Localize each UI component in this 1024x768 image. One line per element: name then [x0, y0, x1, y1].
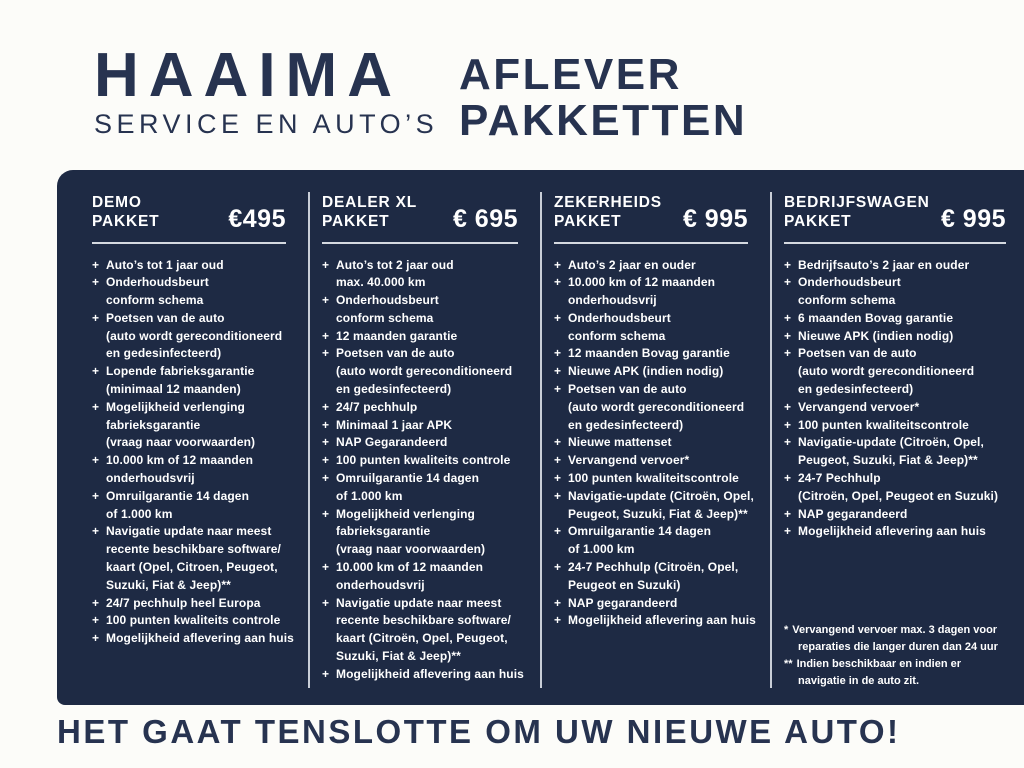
- package-column-3: [540, 170, 770, 705]
- package-item-line: Suzuki, Fiat & Jeep)**: [106, 577, 231, 592]
- package-item-line: en gedesinfecteerd): [106, 346, 222, 361]
- package-item-line: (vraag naar voorwaarden): [336, 542, 486, 557]
- footnote-line: navigatie in de auto zit.: [798, 675, 920, 687]
- item-text: Mogelijkheid verlenging: [336, 506, 475, 521]
- package-header: [554, 193, 760, 231]
- package-item-line: [92, 630, 298, 648]
- package-item: [322, 292, 530, 328]
- header-underline: [554, 242, 748, 244]
- plus-icon: +: [92, 524, 100, 539]
- plus-icon: +: [322, 399, 330, 414]
- item-text: 12 maanden Bovag garantie: [568, 346, 730, 361]
- asterisk-icon: *: [784, 624, 789, 636]
- package-item-line: Peugeot, Suzuki, Fiat & Jeep)**: [568, 506, 748, 521]
- package-column-2: [308, 170, 540, 705]
- package-price: €495: [228, 205, 286, 233]
- package-item-line: [92, 363, 298, 381]
- plus-icon: +: [92, 631, 100, 646]
- package-item-line: [784, 417, 1018, 435]
- plus-icon: +: [322, 453, 330, 468]
- item-text: Bedrijfsauto’s 2 jaar en ouder: [798, 257, 970, 272]
- plus-icon: +: [784, 435, 792, 450]
- package-item-line: [554, 345, 760, 363]
- item-text: 24-7 Pechhulp: [798, 471, 881, 486]
- package-item-line: [92, 488, 298, 506]
- package-item: [92, 595, 298, 613]
- package-item: [554, 363, 760, 381]
- package-item-line: [322, 257, 530, 275]
- package-item: [554, 612, 760, 630]
- item-text: Navigatie update naar meest: [106, 524, 272, 539]
- package-name-line: PAKKET: [322, 213, 390, 230]
- plus-icon: +: [92, 310, 100, 325]
- package-item-line: [784, 470, 1018, 488]
- package-item: [92, 612, 298, 630]
- plus-icon: +: [784, 417, 792, 432]
- plus-icon: +: [784, 328, 792, 343]
- package-column-4: [770, 170, 1024, 705]
- package-name-line: PAKKET: [92, 213, 160, 230]
- package-item-line: [92, 612, 298, 630]
- package-item-line: Peugeot en Suzuki): [568, 577, 681, 592]
- package-item-list: [322, 257, 530, 684]
- package-item-line: [322, 595, 530, 613]
- package-item-line: onderhoudsvrij: [568, 293, 657, 308]
- plus-icon: +: [784, 275, 792, 290]
- plus-icon: +: [554, 346, 562, 361]
- package-item: [322, 257, 530, 293]
- package-item-line: [322, 345, 530, 363]
- package-item-line: [322, 470, 530, 488]
- package-item: [554, 345, 760, 363]
- package-item-line: of 1.000 km: [106, 506, 173, 521]
- item-text: 100 punten kwaliteitscontrole: [798, 417, 969, 432]
- footnote-text: Vervangend vervoer max. 3 dagen voor: [792, 624, 998, 636]
- package-item: [784, 328, 1018, 346]
- package-item-line: [554, 488, 760, 506]
- package-item-line: [554, 470, 760, 488]
- package-item-line: fabrieksgarantie: [336, 524, 431, 539]
- footer-tagline: HET GAAT TENSLOTTE OM UW NIEUWE AUTO!: [57, 713, 901, 750]
- package-item-line: conform schema: [798, 293, 896, 308]
- package-item: [784, 310, 1018, 328]
- plus-icon: +: [784, 471, 792, 486]
- package-item-line: [92, 257, 298, 275]
- package-item-line: [784, 274, 1018, 292]
- header-underline: [322, 242, 518, 244]
- package-name-line: BEDRIJFSWAGEN: [784, 194, 930, 211]
- package-item-line: [322, 506, 530, 524]
- item-text: Mogelijkheid aflevering aan huis: [568, 613, 756, 628]
- package-item-line: recente beschikbare software/: [336, 613, 511, 628]
- package-item: [92, 399, 298, 452]
- item-text: Omruilgarantie 14 dagen: [568, 524, 712, 539]
- package-item-line: [784, 523, 1018, 541]
- package-item-line: en gedesinfecteerd): [336, 382, 452, 397]
- package-item: [92, 452, 298, 488]
- package-item: [784, 399, 1018, 417]
- plus-icon: +: [784, 524, 792, 539]
- item-text: 24/7 pechhulp heel Europa: [106, 595, 261, 610]
- plus-icon: +: [322, 471, 330, 486]
- package-item-line: Suzuki, Fiat & Jeep)**: [336, 649, 461, 664]
- plus-icon: +: [92, 453, 100, 468]
- package-item-line: of 1.000 km: [336, 488, 403, 503]
- package-item: [322, 506, 530, 559]
- package-name-line: DEMO: [92, 194, 142, 211]
- package-item: [784, 274, 1018, 310]
- item-text: 100 punten kwaliteits controle: [336, 453, 511, 468]
- package-item-line: onderhoudsvrij: [336, 577, 425, 592]
- plus-icon: +: [554, 453, 562, 468]
- package-item: [554, 470, 760, 488]
- package-item-line: [784, 345, 1018, 363]
- package-item: [554, 559, 760, 595]
- footnote-line: [784, 656, 1016, 673]
- package-item-line: [322, 399, 530, 417]
- package-item: [322, 470, 530, 506]
- package-item-line: [92, 452, 298, 470]
- package-name: [322, 193, 417, 231]
- plus-icon: +: [554, 382, 562, 397]
- package-item-line: [554, 257, 760, 275]
- package-item: [554, 310, 760, 346]
- package-item-line: of 1.000 km: [568, 542, 635, 557]
- package-item: [92, 274, 298, 310]
- package-item-line: [92, 523, 298, 541]
- package-name: [784, 193, 930, 231]
- package-item: [322, 417, 530, 435]
- package-item: [554, 274, 760, 310]
- item-text: Omruilgarantie 14 dagen: [106, 488, 250, 503]
- package-item-line: conform schema: [336, 310, 434, 325]
- item-text: Navigatie update naar meest: [336, 595, 502, 610]
- plus-icon: +: [554, 310, 562, 325]
- package-item-line: [554, 434, 760, 452]
- footnote: [784, 622, 1016, 656]
- package-item-line: kaart (Opel, Citroen, Peugeot,: [106, 560, 278, 575]
- package-item-line: [322, 666, 530, 684]
- item-text: 10.000 km of 12 maanden: [568, 275, 716, 290]
- plus-icon: +: [784, 346, 792, 361]
- plus-icon: +: [322, 328, 330, 343]
- package-item: [92, 488, 298, 524]
- plus-icon: +: [784, 399, 792, 414]
- plus-icon: +: [92, 613, 100, 628]
- package-item-line: max. 40.000 km: [336, 275, 426, 290]
- header-underline: [784, 242, 1006, 244]
- package-item: [784, 417, 1018, 435]
- package-item-list: [92, 257, 298, 649]
- plus-icon: +: [322, 346, 330, 361]
- footnote-line: [784, 622, 1016, 639]
- plus-icon: +: [554, 435, 562, 450]
- item-text: 12 maanden garantie: [336, 328, 458, 343]
- asterisk-icon: **: [784, 658, 793, 670]
- package-item-line: [554, 274, 760, 292]
- package-item: [554, 523, 760, 559]
- haaima-logo: [94, 41, 439, 140]
- package-item: [784, 434, 1018, 470]
- item-text: Auto’s tot 2 jaar oud: [336, 257, 454, 272]
- plus-icon: +: [554, 560, 562, 575]
- plus-icon: +: [92, 275, 100, 290]
- package-item-line: [554, 381, 760, 399]
- footnote-text: Indien beschikbaar en indien er: [796, 658, 961, 670]
- package-item-line: [784, 257, 1018, 275]
- package-item-line: [322, 328, 530, 346]
- item-text: Mogelijkheid aflevering aan huis: [336, 666, 524, 681]
- package-item-line: Peugeot, Suzuki, Fiat & Jeep)**: [798, 453, 978, 468]
- item-text: Onderhoudsbeurt: [106, 275, 209, 290]
- package-name: [554, 193, 662, 231]
- package-item-list: [554, 257, 760, 631]
- page-title-line-2: PAKKETTEN: [459, 96, 748, 145]
- item-text: Poetsen van de auto: [798, 346, 917, 361]
- package-item-line: [554, 310, 760, 328]
- package-name: [92, 193, 159, 231]
- item-text: Mogelijkheid verlenging: [106, 399, 245, 414]
- plus-icon: +: [322, 595, 330, 610]
- item-text: Nieuwe APK (indien nodig): [798, 328, 954, 343]
- item-text: 100 punten kwaliteits controle: [106, 613, 281, 628]
- package-item-line: (minimaal 12 maanden): [106, 382, 241, 397]
- plus-icon: +: [554, 257, 562, 272]
- package-item-line: conform schema: [106, 293, 204, 308]
- item-text: Auto’s tot 1 jaar oud: [106, 257, 224, 272]
- plus-icon: +: [784, 257, 792, 272]
- item-text: Minimaal 1 jaar APK: [336, 417, 453, 432]
- plus-icon: +: [554, 364, 562, 379]
- item-text: Onderhoudsbeurt: [336, 293, 439, 308]
- item-text: Omruilgarantie 14 dagen: [336, 471, 480, 486]
- package-item-line: [322, 434, 530, 452]
- package-item-line: [92, 274, 298, 292]
- package-item: [322, 666, 530, 684]
- plus-icon: +: [92, 399, 100, 414]
- plus-icon: +: [784, 310, 792, 325]
- package-column-1: [57, 170, 308, 705]
- item-text: 24-7 Pechhulp (Citroën, Opel,: [568, 560, 739, 575]
- package-item-line: [784, 328, 1018, 346]
- package-item-line: (auto wordt gereconditioneerd: [106, 328, 283, 343]
- package-item-line: (auto wordt gereconditioneerd: [798, 364, 975, 379]
- plus-icon: +: [554, 595, 562, 610]
- item-text: 24/7 pechhulp: [336, 399, 418, 414]
- package-item: [322, 434, 530, 452]
- package-item: [322, 452, 530, 470]
- package-item-line: [322, 452, 530, 470]
- package-item-line: [554, 612, 760, 630]
- package-item-line: [784, 399, 1018, 417]
- package-item-line: [554, 523, 760, 541]
- plus-icon: +: [554, 488, 562, 503]
- plus-icon: +: [322, 417, 330, 432]
- package-item: [554, 595, 760, 613]
- item-text: NAP gegarandeerd: [798, 506, 908, 521]
- plus-icon: +: [92, 488, 100, 503]
- package-item: [92, 523, 298, 594]
- package-item: [92, 310, 298, 363]
- footnote: [784, 656, 1016, 690]
- package-item-line: [322, 417, 530, 435]
- package-price: € 995: [940, 205, 1006, 233]
- package-name-line: ZEKERHEIDS: [554, 194, 662, 211]
- plus-icon: +: [322, 257, 330, 272]
- package-name-line: PAKKET: [554, 213, 622, 230]
- package-item-line: (Citroën, Opel, Peugeot en Suzuki): [798, 488, 999, 503]
- package-item: [554, 452, 760, 470]
- package-item-line: [322, 559, 530, 577]
- page-title-line-1: AFLEVER: [459, 50, 682, 99]
- item-text: Navigatie-update (Citroën, Opel,: [568, 488, 754, 503]
- item-text: 10.000 km of 12 maanden: [336, 560, 484, 575]
- item-text: Vervangend vervoer*: [798, 399, 920, 414]
- item-text: Nieuwe APK (indien nodig): [568, 364, 724, 379]
- logo-subtitle: SERVICE EN AUTO’S: [94, 109, 439, 139]
- item-text: Onderhoudsbeurt: [798, 275, 901, 290]
- package-item: [784, 470, 1018, 506]
- item-text: Poetsen van de auto: [106, 310, 225, 325]
- plus-icon: +: [554, 275, 562, 290]
- item-text: Auto’s 2 jaar en ouder: [568, 257, 696, 272]
- header-underline: [92, 242, 286, 244]
- package-header: [784, 193, 1018, 231]
- plus-icon: +: [322, 506, 330, 521]
- package-name-line: PAKKET: [784, 213, 852, 230]
- item-text: Poetsen van de auto: [568, 382, 687, 397]
- page-title: [459, 52, 747, 144]
- package-item: [554, 257, 760, 275]
- item-text: Mogelijkheid aflevering aan huis: [106, 631, 294, 646]
- package-item: [784, 506, 1018, 524]
- item-text: Nieuwe mattenset: [568, 435, 672, 450]
- package-item-line: conform schema: [568, 328, 666, 343]
- footnotes: [784, 622, 1016, 690]
- package-item-line: kaart (Citroën, Opel, Peugeot,: [336, 631, 508, 646]
- item-text: 6 maanden Bovag garantie: [798, 310, 954, 325]
- package-item: [322, 328, 530, 346]
- package-item: [322, 399, 530, 417]
- package-item-line: (auto wordt gereconditioneerd: [336, 364, 513, 379]
- packages-panel: [57, 170, 1024, 705]
- item-text: Lopende fabrieksgarantie: [106, 364, 255, 379]
- package-item-line: [92, 310, 298, 328]
- package-header: [322, 193, 530, 231]
- plus-icon: +: [554, 471, 562, 486]
- plus-icon: +: [322, 560, 330, 575]
- package-item-line: [554, 595, 760, 613]
- item-text: Poetsen van de auto: [336, 346, 455, 361]
- package-item-line: [92, 399, 298, 417]
- plus-icon: +: [92, 257, 100, 272]
- package-item: [784, 257, 1018, 275]
- package-item-line: onderhoudsvrij: [106, 471, 195, 486]
- package-item-line: [784, 506, 1018, 524]
- package-header: [92, 193, 298, 231]
- package-item-line: en gedesinfecteerd): [568, 417, 684, 432]
- package-item-line: [554, 559, 760, 577]
- item-text: NAP Gegarandeerd: [336, 435, 448, 450]
- item-text: Onderhoudsbeurt: [568, 310, 671, 325]
- plus-icon: +: [92, 364, 100, 379]
- package-item: [322, 345, 530, 398]
- package-item: [92, 630, 298, 648]
- package-item: [92, 257, 298, 275]
- package-item: [322, 559, 530, 595]
- item-text: NAP gegarandeerd: [568, 595, 678, 610]
- package-item-line: [784, 310, 1018, 328]
- item-text: Mogelijkheid aflevering aan huis: [798, 524, 986, 539]
- plus-icon: +: [322, 435, 330, 450]
- plus-icon: +: [322, 293, 330, 308]
- package-item: [784, 523, 1018, 541]
- package-item-line: (vraag naar voorwaarden): [106, 435, 256, 450]
- package-item-line: recente beschikbare software/: [106, 542, 281, 557]
- package-item-line: [92, 595, 298, 613]
- package-item-list: [784, 257, 1018, 542]
- plus-icon: +: [92, 595, 100, 610]
- plus-icon: +: [784, 506, 792, 521]
- package-item: [554, 381, 760, 434]
- package-item: [92, 363, 298, 399]
- package-item-line: (auto wordt gereconditioneerd: [568, 399, 745, 414]
- package-item-line: [554, 452, 760, 470]
- package-item: [554, 488, 760, 524]
- package-item: [554, 434, 760, 452]
- package-price: € 995: [682, 205, 748, 233]
- item-text: Navigatie-update (Citroën, Opel,: [798, 435, 984, 450]
- plus-icon: +: [554, 524, 562, 539]
- plus-icon: +: [554, 613, 562, 628]
- plus-icon: +: [322, 666, 330, 681]
- package-item-line: [554, 363, 760, 381]
- package-price: € 695: [452, 205, 518, 233]
- package-item: [322, 595, 530, 666]
- package-name-line: DEALER XL: [322, 194, 418, 211]
- item-text: 10.000 km of 12 maanden: [106, 453, 254, 468]
- package-item-line: [784, 434, 1018, 452]
- item-text: Vervangend vervoer*: [568, 453, 690, 468]
- package-item-line: [322, 292, 530, 310]
- package-item-line: fabrieksgarantie: [106, 417, 201, 432]
- package-item: [784, 345, 1018, 398]
- footnote-line: reparaties die langer duren dan 24 uur: [798, 641, 998, 653]
- package-item-line: en gedesinfecteerd): [798, 382, 914, 397]
- logo-title: HAAIMA: [94, 41, 402, 110]
- item-text: 100 punten kwaliteitscontrole: [568, 471, 739, 486]
